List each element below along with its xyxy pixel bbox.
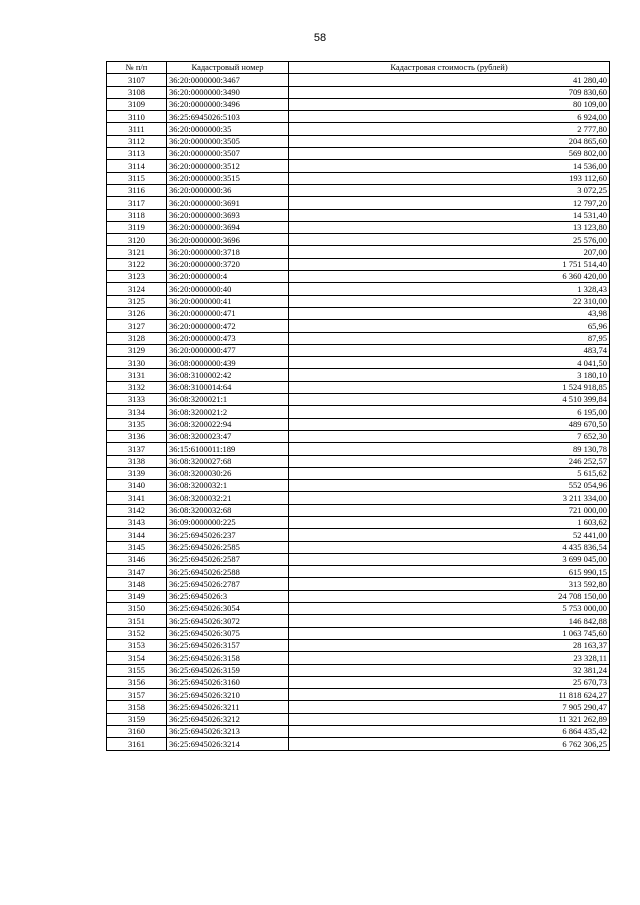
row-number-cell: 3113: [107, 148, 167, 160]
cadastral-value-cell: 25 670,73: [289, 676, 610, 688]
cadastral-value-cell: 12 797,20: [289, 197, 610, 209]
cadastral-number-cell: 36:20:0000000:3512: [167, 160, 289, 172]
cadastral-value-cell: 3 211 334,00: [289, 492, 610, 504]
table-row: [107, 590, 610, 602]
cadastral-number-cell: 36:08:3200027:68: [167, 455, 289, 467]
row-number-cell: 3143: [107, 516, 167, 528]
row-number-cell: 3133: [107, 394, 167, 406]
row-number-cell: 3118: [107, 209, 167, 221]
table-row: [107, 652, 610, 664]
cadastral-number-cell: 36:08:3100002:42: [167, 369, 289, 381]
cadastral-number-cell: 36:25:6945026:2585: [167, 541, 289, 553]
table-row: [107, 98, 610, 110]
table-row: [107, 639, 610, 651]
cadastral-number-cell: 36:25:6945026:3159: [167, 664, 289, 676]
row-number-cell: 3112: [107, 135, 167, 147]
cadastral-value-cell: 22 310,00: [289, 295, 610, 307]
row-number-cell: 3137: [107, 443, 167, 455]
table-row: [107, 271, 610, 283]
cadastral-value-cell: 41 280,40: [289, 74, 610, 86]
cadastral-number-cell: 36:25:6945026:5103: [167, 111, 289, 123]
row-number-cell: 3156: [107, 676, 167, 688]
cadastral-value-cell: 5 753 000,00: [289, 603, 610, 615]
table-row: [107, 197, 610, 209]
cadastral-number-cell: 36:09:0000000:225: [167, 516, 289, 528]
table-row: [107, 738, 610, 750]
cadastral-number-cell: 36:25:6945026:2787: [167, 578, 289, 590]
cadastral-value-cell: 1 328,43: [289, 283, 610, 295]
cadastral-value-cell: 6 864 435,42: [289, 726, 610, 738]
cadastral-value-cell: 204 865,60: [289, 135, 610, 147]
cadastral-value-cell: 552 054,96: [289, 480, 610, 492]
cadastral-number-cell: 36:08:3200022:94: [167, 418, 289, 430]
table-row: [107, 689, 610, 701]
row-number-cell: 3114: [107, 160, 167, 172]
table-row: [107, 86, 610, 98]
cadastral-value-cell: 14 536,00: [289, 160, 610, 172]
table-row: [107, 713, 610, 725]
table-body: [107, 74, 610, 750]
table-row: [107, 430, 610, 442]
cadastral-value-cell: 23 328,11: [289, 652, 610, 664]
cadastral-number-cell: 36:25:6945026:3072: [167, 615, 289, 627]
table-row: [107, 578, 610, 590]
row-number-cell: 3159: [107, 713, 167, 725]
cadastral-value-cell: 2 777,80: [289, 123, 610, 135]
cadastral-number-cell: 36:20:0000000:3467: [167, 74, 289, 86]
cadastral-number-cell: 36:25:6945026:3075: [167, 627, 289, 639]
table-row: [107, 504, 610, 516]
table-row: [107, 160, 610, 172]
cadastral-value-cell: 25 576,00: [289, 234, 610, 246]
cadastral-value-cell: 3 180,10: [289, 369, 610, 381]
cadastral-number-cell: 36:20:0000000:473: [167, 332, 289, 344]
header-row: [107, 62, 610, 74]
table-row: [107, 357, 610, 369]
cadastral-value-cell: 193 112,60: [289, 172, 610, 184]
cadastral-number-cell: 36:20:0000000:3515: [167, 172, 289, 184]
cadastral-number-cell: 36:08:3100014:64: [167, 381, 289, 393]
table-row: [107, 184, 610, 196]
cadastral-number-cell: 36:25:6945026:3160: [167, 676, 289, 688]
row-number-cell: 3110: [107, 111, 167, 123]
cadastral-value-cell: 3 072,25: [289, 184, 610, 196]
cadastral-number-cell: 36:20:0000000:3505: [167, 135, 289, 147]
row-number-cell: 3108: [107, 86, 167, 98]
table-row: [107, 406, 610, 418]
row-number-cell: 3139: [107, 467, 167, 479]
table-row: [107, 381, 610, 393]
table-row: [107, 394, 610, 406]
table-row: [107, 283, 610, 295]
cadastral-value-cell: 207,00: [289, 246, 610, 258]
cadastral-number-cell: 36:08:3200030:26: [167, 467, 289, 479]
table-row: [107, 455, 610, 467]
cadastral-number-cell: 36:25:6945026:3054: [167, 603, 289, 615]
cadastral-value-cell: 13 123,80: [289, 221, 610, 233]
table-row: [107, 516, 610, 528]
row-number-cell: 3135: [107, 418, 167, 430]
cadastral-value-cell: 80 109,00: [289, 98, 610, 110]
cadastral-value-cell: 146 842,88: [289, 615, 610, 627]
cadastral-value-table: [106, 61, 610, 751]
cadastral-number-cell: 36:20:0000000:3496: [167, 98, 289, 110]
row-number-cell: 3151: [107, 615, 167, 627]
row-number-cell: 3124: [107, 283, 167, 295]
row-number-cell: 3117: [107, 197, 167, 209]
row-number-cell: 3157: [107, 689, 167, 701]
table-row: [107, 172, 610, 184]
cadastral-number-cell: 36:08:3200032:21: [167, 492, 289, 504]
cadastral-value-cell: 4 510 399,84: [289, 394, 610, 406]
row-number-cell: 3154: [107, 652, 167, 664]
row-number-cell: 3153: [107, 639, 167, 651]
cadastral-value-cell: 28 163,37: [289, 639, 610, 651]
cadastral-number-cell: 36:20:0000000:3696: [167, 234, 289, 246]
cadastral-value-cell: 65,96: [289, 320, 610, 332]
header-row-number: № п/п: [107, 62, 167, 74]
row-number-cell: 3130: [107, 357, 167, 369]
cadastral-number-cell: 36:20:0000000:35: [167, 123, 289, 135]
row-number-cell: 3141: [107, 492, 167, 504]
cadastral-value-cell: 6 195,00: [289, 406, 610, 418]
cadastral-value-cell: 24 708 150,00: [289, 590, 610, 602]
table-row: [107, 701, 610, 713]
header-cadastral-number: Кадастровый номер: [167, 62, 289, 74]
cadastral-number-cell: 36:08:0000000:439: [167, 357, 289, 369]
cadastral-value-cell: 615 990,15: [289, 566, 610, 578]
row-number-cell: 3132: [107, 381, 167, 393]
cadastral-number-cell: 36:20:0000000:36: [167, 184, 289, 196]
row-number-cell: 3121: [107, 246, 167, 258]
row-number-cell: 3144: [107, 529, 167, 541]
table-row: [107, 443, 610, 455]
row-number-cell: 3142: [107, 504, 167, 516]
cadastral-value-cell: 6 924,00: [289, 111, 610, 123]
table-row: [107, 246, 610, 258]
row-number-cell: 3128: [107, 332, 167, 344]
row-number-cell: 3136: [107, 430, 167, 442]
cadastral-number-cell: 36:15:6100011:189: [167, 443, 289, 455]
row-number-cell: 3116: [107, 184, 167, 196]
table-row: [107, 726, 610, 738]
table-row: [107, 111, 610, 123]
cadastral-number-cell: 36:20:0000000:471: [167, 307, 289, 319]
cadastral-number-cell: 36:25:6945026:3214: [167, 738, 289, 750]
cadastral-number-cell: 36:08:3200032:68: [167, 504, 289, 516]
cadastral-number-cell: 36:20:0000000:472: [167, 320, 289, 332]
table-row: [107, 234, 610, 246]
table-row: [107, 603, 610, 615]
row-number-cell: 3119: [107, 221, 167, 233]
cadastral-number-cell: 36:20:0000000:3507: [167, 148, 289, 160]
cadastral-value-cell: 1 524 918,85: [289, 381, 610, 393]
row-number-cell: 3140: [107, 480, 167, 492]
cadastral-value-cell: 1 603,62: [289, 516, 610, 528]
cadastral-number-cell: 36:20:0000000:3693: [167, 209, 289, 221]
row-number-cell: 3123: [107, 271, 167, 283]
table-row: [107, 74, 610, 86]
row-number-cell: 3115: [107, 172, 167, 184]
cadastral-number-cell: 36:20:0000000:3691: [167, 197, 289, 209]
cadastral-value-cell: 1 063 745,60: [289, 627, 610, 639]
cadastral-value-cell: 6 762 306,25: [289, 738, 610, 750]
table-row: [107, 221, 610, 233]
table-row: [107, 148, 610, 160]
cadastral-value-cell: 6 360 420,00: [289, 271, 610, 283]
cadastral-value-cell: 483,74: [289, 344, 610, 356]
cadastral-value-cell: 11 818 624,27: [289, 689, 610, 701]
table-row: [107, 369, 610, 381]
cadastral-number-cell: 36:20:0000000:477: [167, 344, 289, 356]
table-row: [107, 676, 610, 688]
table-row: [107, 307, 610, 319]
cadastral-number-cell: 36:25:6945026:3211: [167, 701, 289, 713]
table-row: [107, 320, 610, 332]
header-cadastral-value: Кадастровая стоимость (рублей): [289, 62, 610, 74]
cadastral-value-cell: 52 441,00: [289, 529, 610, 541]
table-row: [107, 467, 610, 479]
table-row: [107, 418, 610, 430]
cadastral-value-cell: 1 751 514,40: [289, 258, 610, 270]
cadastral-value-cell: 14 531,40: [289, 209, 610, 221]
table-row: [107, 258, 610, 270]
row-number-cell: 3145: [107, 541, 167, 553]
table-row: [107, 529, 610, 541]
cadastral-value-cell: 5 615,62: [289, 467, 610, 479]
row-number-cell: 3148: [107, 578, 167, 590]
cadastral-number-cell: 36:25:6945026:3157: [167, 639, 289, 651]
row-number-cell: 3160: [107, 726, 167, 738]
cadastral-value-cell: 7 652,30: [289, 430, 610, 442]
row-number-cell: 3155: [107, 664, 167, 676]
row-number-cell: 3126: [107, 307, 167, 319]
cadastral-value-cell: 721 000,00: [289, 504, 610, 516]
cadastral-number-cell: 36:25:6945026:2588: [167, 566, 289, 578]
cadastral-value-cell: 489 670,50: [289, 418, 610, 430]
row-number-cell: 3131: [107, 369, 167, 381]
cadastral-value-cell: 11 321 262,89: [289, 713, 610, 725]
cadastral-number-cell: 36:08:3200021:1: [167, 394, 289, 406]
row-number-cell: 3152: [107, 627, 167, 639]
cadastral-value-cell: 4 041,50: [289, 357, 610, 369]
row-number-cell: 3111: [107, 123, 167, 135]
cadastral-number-cell: 36:20:0000000:3490: [167, 86, 289, 98]
row-number-cell: 3158: [107, 701, 167, 713]
cadastral-number-cell: 36:08:3200021:2: [167, 406, 289, 418]
row-number-cell: 3138: [107, 455, 167, 467]
cadastral-number-cell: 36:08:3200023:47: [167, 430, 289, 442]
cadastral-value-cell: 87,95: [289, 332, 610, 344]
row-number-cell: 3107: [107, 74, 167, 86]
row-number-cell: 3161: [107, 738, 167, 750]
table-row: [107, 541, 610, 553]
row-number-cell: 3122: [107, 258, 167, 270]
cadastral-value-cell: 569 802,00: [289, 148, 610, 160]
row-number-cell: 3109: [107, 98, 167, 110]
cadastral-value-cell: 32 381,24: [289, 664, 610, 676]
cadastral-value-cell: 7 905 290,47: [289, 701, 610, 713]
table-row: [107, 332, 610, 344]
page-number: 58: [313, 32, 327, 44]
cadastral-value-cell: 246 252,57: [289, 455, 610, 467]
cadastral-value-cell: 89 130,78: [289, 443, 610, 455]
table-header: [107, 62, 610, 74]
row-number-cell: 3146: [107, 553, 167, 565]
table-row: [107, 295, 610, 307]
table-row: [107, 566, 610, 578]
table-row: [107, 627, 610, 639]
cadastral-number-cell: 36:20:0000000:4: [167, 271, 289, 283]
table-row: [107, 135, 610, 147]
cadastral-value-cell: 4 435 836,54: [289, 541, 610, 553]
row-number-cell: 3147: [107, 566, 167, 578]
row-number-cell: 3129: [107, 344, 167, 356]
cadastral-number-cell: 36:08:3200032:1: [167, 480, 289, 492]
row-number-cell: 3125: [107, 295, 167, 307]
table-row: [107, 480, 610, 492]
cadastral-value-cell: 3 699 045,00: [289, 553, 610, 565]
cadastral-number-cell: 36:25:6945026:2587: [167, 553, 289, 565]
table-row: [107, 553, 610, 565]
cadastral-number-cell: 36:25:6945026:3210: [167, 689, 289, 701]
cadastral-number-cell: 36:25:6945026:3212: [167, 713, 289, 725]
cadastral-number-cell: 36:20:0000000:3720: [167, 258, 289, 270]
row-number-cell: 3120: [107, 234, 167, 246]
cadastral-number-cell: 36:25:6945026:237: [167, 529, 289, 541]
table-row: [107, 344, 610, 356]
cadastral-number-cell: 36:25:6945026:3213: [167, 726, 289, 738]
cadastral-number-cell: 36:20:0000000:3718: [167, 246, 289, 258]
cadastral-number-cell: 36:25:6945026:3: [167, 590, 289, 602]
row-number-cell: 3127: [107, 320, 167, 332]
table-row: [107, 209, 610, 221]
cadastral-number-cell: 36:25:6945026:3158: [167, 652, 289, 664]
cadastral-number-cell: 36:20:0000000:3694: [167, 221, 289, 233]
table-row: [107, 664, 610, 676]
cadastral-value-cell: 313 592,80: [289, 578, 610, 590]
cadastral-number-cell: 36:20:0000000:41: [167, 295, 289, 307]
cadastral-number-cell: 36:20:0000000:40: [167, 283, 289, 295]
table-row: [107, 615, 610, 627]
cadastral-value-cell: 43,98: [289, 307, 610, 319]
row-number-cell: 3149: [107, 590, 167, 602]
cadastral-value-cell: 709 830,60: [289, 86, 610, 98]
row-number-cell: 3134: [107, 406, 167, 418]
table-row: [107, 123, 610, 135]
table-row: [107, 492, 610, 504]
row-number-cell: 3150: [107, 603, 167, 615]
